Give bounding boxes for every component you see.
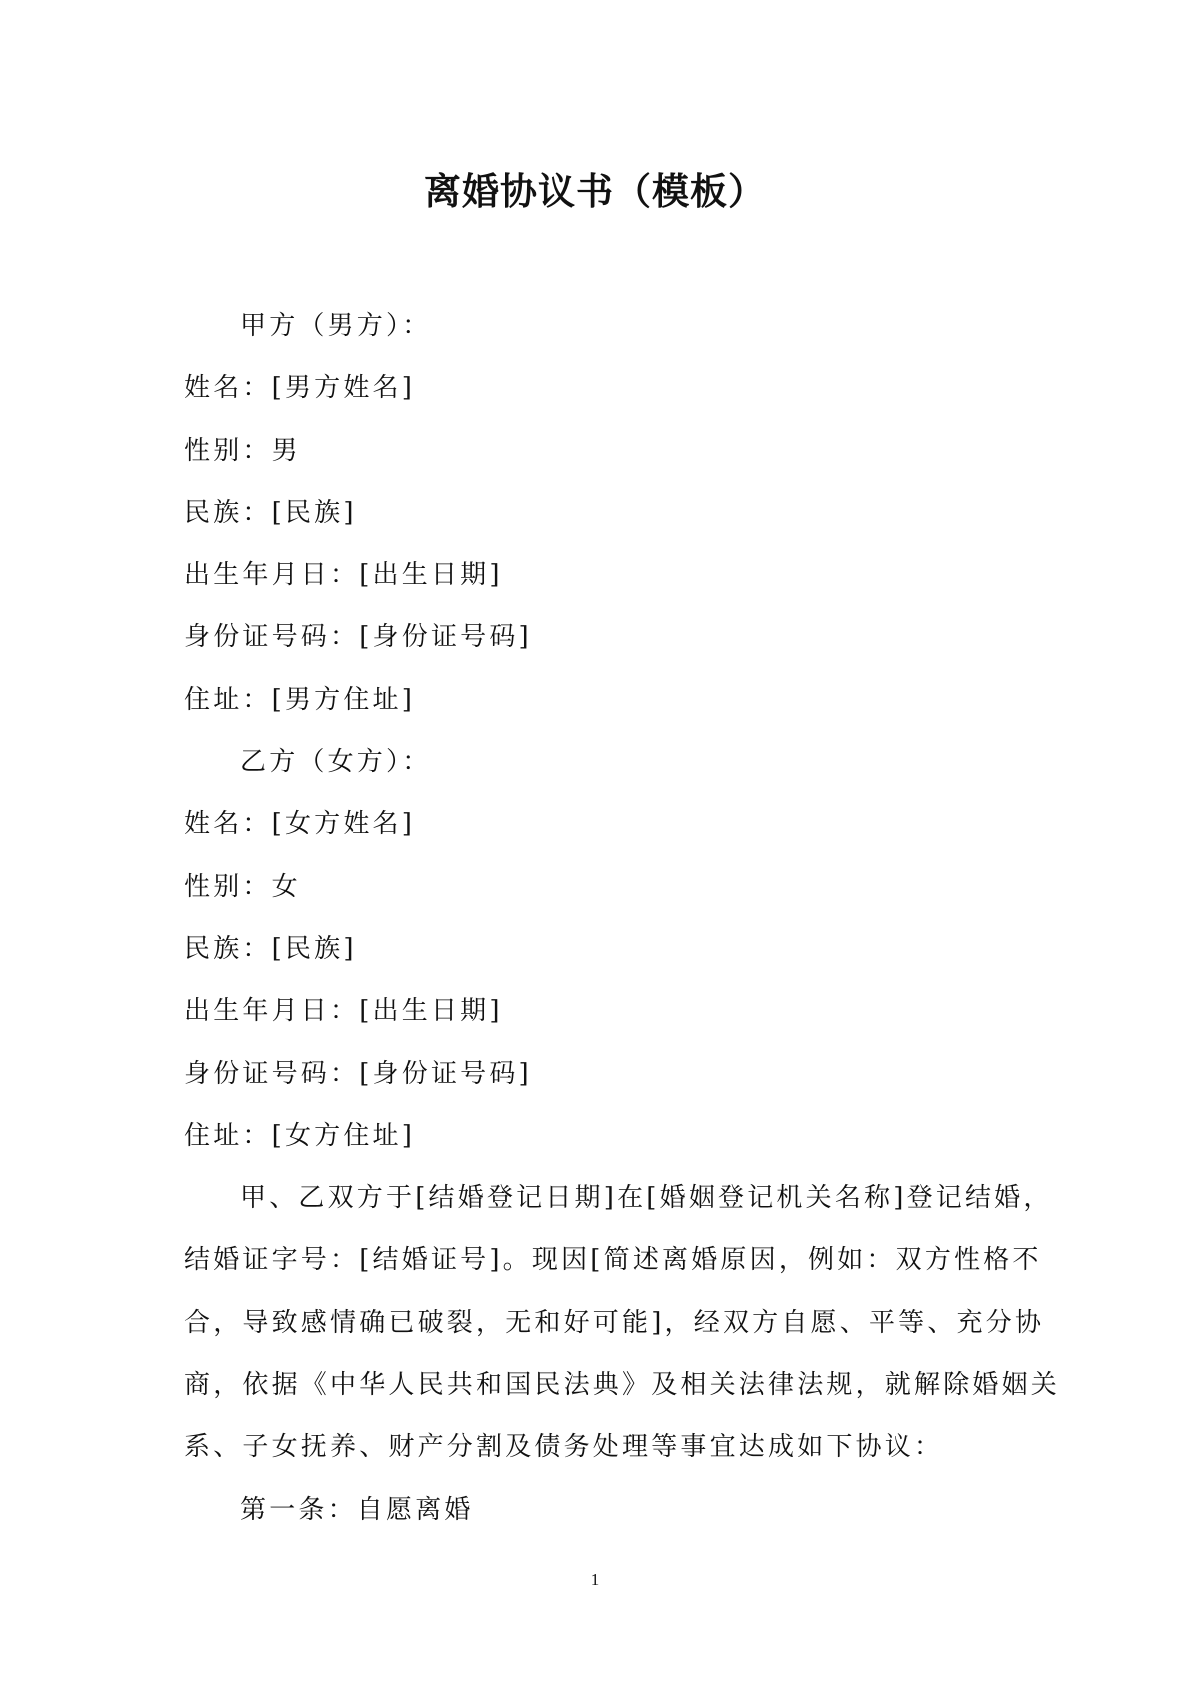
preamble-line-3: 合，导致感情确已破裂，无和好可能]，经双方自愿、平等、充分协 bbox=[184, 1307, 1045, 1338]
party-b-heading: 乙方（女方）： bbox=[240, 747, 432, 778]
preamble-line-4: 商，依据《中华人民共和国民法典》及相关法律法规，就解除婚姻关 bbox=[184, 1370, 1061, 1401]
preamble-line-2: 结婚证字号：[结婚证号]。现因[简述离婚原因，例如：双方性格不 bbox=[184, 1245, 1042, 1276]
party-b-birth-date: 出生年月日：[出生日期] bbox=[184, 996, 503, 1027]
document-body bbox=[184, 295, 1061, 1541]
party-a-gender: 性别：男 bbox=[184, 435, 301, 466]
party-b-gender: 性别：女 bbox=[184, 871, 301, 902]
preamble-line-1: 甲、乙双方于[结婚登记日期]在[婚姻登记机关名称]登记结婚， bbox=[240, 1183, 1053, 1214]
party-b-address: 住址：[女方住址] bbox=[184, 1120, 416, 1151]
article-1-heading: 第一条：自愿离婚 bbox=[240, 1494, 474, 1525]
party-a-name: 姓名：[男方姓名] bbox=[184, 373, 416, 404]
party-a-birth-date: 出生年月日：[出生日期] bbox=[184, 560, 503, 591]
party-b-ethnicity: 民族：[民族] bbox=[184, 933, 357, 964]
party-a-address: 住址：[男方住址] bbox=[184, 684, 416, 715]
preamble-line-5: 系、子女抚养、财产分割及债务处理等事宜达成如下协议： bbox=[184, 1432, 944, 1463]
party-b-id-number: 身份证号码：[身份证号码] bbox=[184, 1058, 532, 1089]
party-b-name: 姓名：[女方姓名] bbox=[184, 809, 416, 840]
party-a-heading: 甲方（男方）： bbox=[240, 311, 432, 341]
document-title: 离婚协议书（模板） bbox=[424, 170, 766, 213]
party-a-id-number: 身份证号码：[身份证号码] bbox=[184, 622, 532, 653]
page-number: 1 bbox=[590, 1570, 600, 1589]
party-a-ethnicity: 民族：[民族] bbox=[184, 497, 357, 528]
